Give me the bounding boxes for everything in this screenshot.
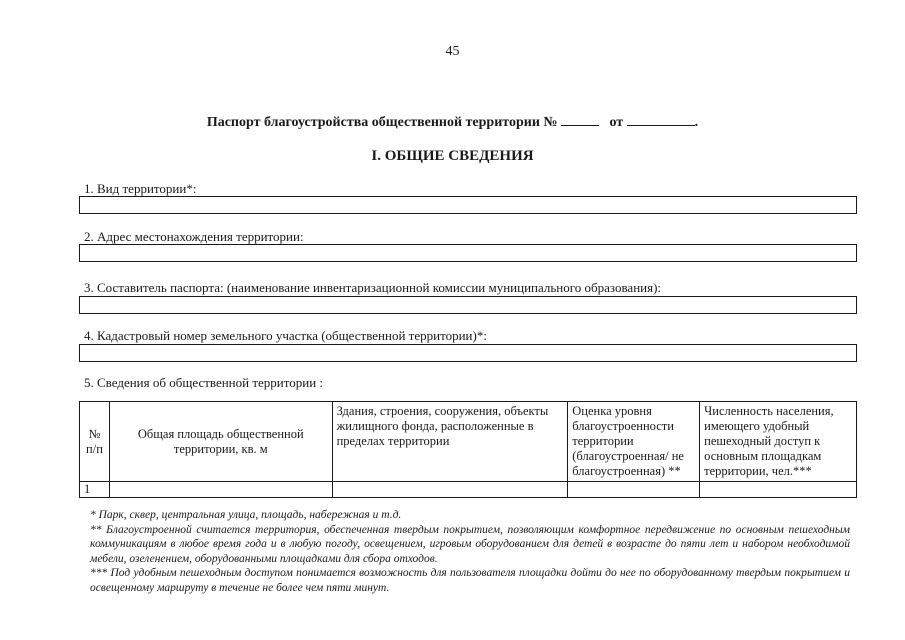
table-row [80, 482, 857, 498]
improvement-level-cell[interactable] [568, 482, 700, 498]
title-suffix: . [694, 115, 699, 130]
territory-address-field[interactable] [79, 244, 857, 262]
header-population-access: Численность населения, имеющего удобный пешеходный доступ к основным площадкам территории, чел.*** [700, 402, 857, 482]
passport-author-field[interactable] [79, 296, 857, 314]
footnote-2: ** Благоустроенной считается территория, обеспеченная твердым покрытием, позволяющим комфортное передвижение по основным пешеходным коммуникациям в любое время года и в любую погоду, освещением, игровым оборудованием для детей в возрасте до пяти лет и набором необходимой мебели, озеленением, оборудованными площадками для сбора отходов. [90, 523, 850, 565]
passport-date-blank[interactable] [627, 113, 695, 126]
buildings-cell[interactable] [332, 482, 568, 498]
territory-info-table [79, 401, 857, 498]
title-prefix: Паспорт благоустройства общественной территории № [206, 115, 558, 130]
territory-address-label: 2. Адрес местонахождения территории: [84, 229, 304, 244]
header-buildings: Здания, строения, сооружения, объекты жилищного фонда, расположенные в пределах территории [332, 402, 568, 482]
territory-type-field[interactable] [79, 196, 857, 214]
row-number-cell: 1 [80, 482, 110, 498]
table-header-row [80, 402, 857, 482]
territory-type-label: 1. Вид территории*: [84, 181, 197, 196]
title-middle: от [609, 115, 624, 130]
cadastral-number-label: 4. Кадастровый номер земельного участка (общественной территории)*: [84, 328, 487, 343]
passport-number-blank[interactable] [561, 113, 599, 126]
section-heading: I. ОБЩИЕ СВЕДЕНИЯ [371, 148, 534, 164]
passport-title [0, 113, 905, 131]
total-area-cell[interactable] [109, 482, 332, 498]
footnotes [90, 508, 850, 595]
header-improvement-level: Оценка уровня благоустроенности территории (благоустроенная/ не благоустроенная) ** [568, 402, 700, 482]
passport-author-label: 3. Составитель паспорта: (наименование инвентаризационной комиссии муниципального образования): [84, 280, 662, 295]
footnote-1: * Парк, сквер, центральная улица, площадь, набережная и т.д. [90, 509, 402, 521]
header-row-number: № п/п [80, 402, 110, 482]
population-access-cell[interactable] [700, 482, 857, 498]
header-total-area: Общая площадь общественной территории, кв. м [109, 402, 332, 482]
cadastral-number-field[interactable] [79, 344, 857, 362]
territory-info-label: 5. Сведения об общественной территории : [84, 375, 324, 390]
page-number: 45 [445, 44, 460, 59]
footnote-3: *** Под удобным пешеходным доступом понимается возможность для пользователя площадки дойти до нее по оборудованному твердым покрытием и освещенному маршруту в течение не более чем пяти минут. [90, 567, 850, 594]
